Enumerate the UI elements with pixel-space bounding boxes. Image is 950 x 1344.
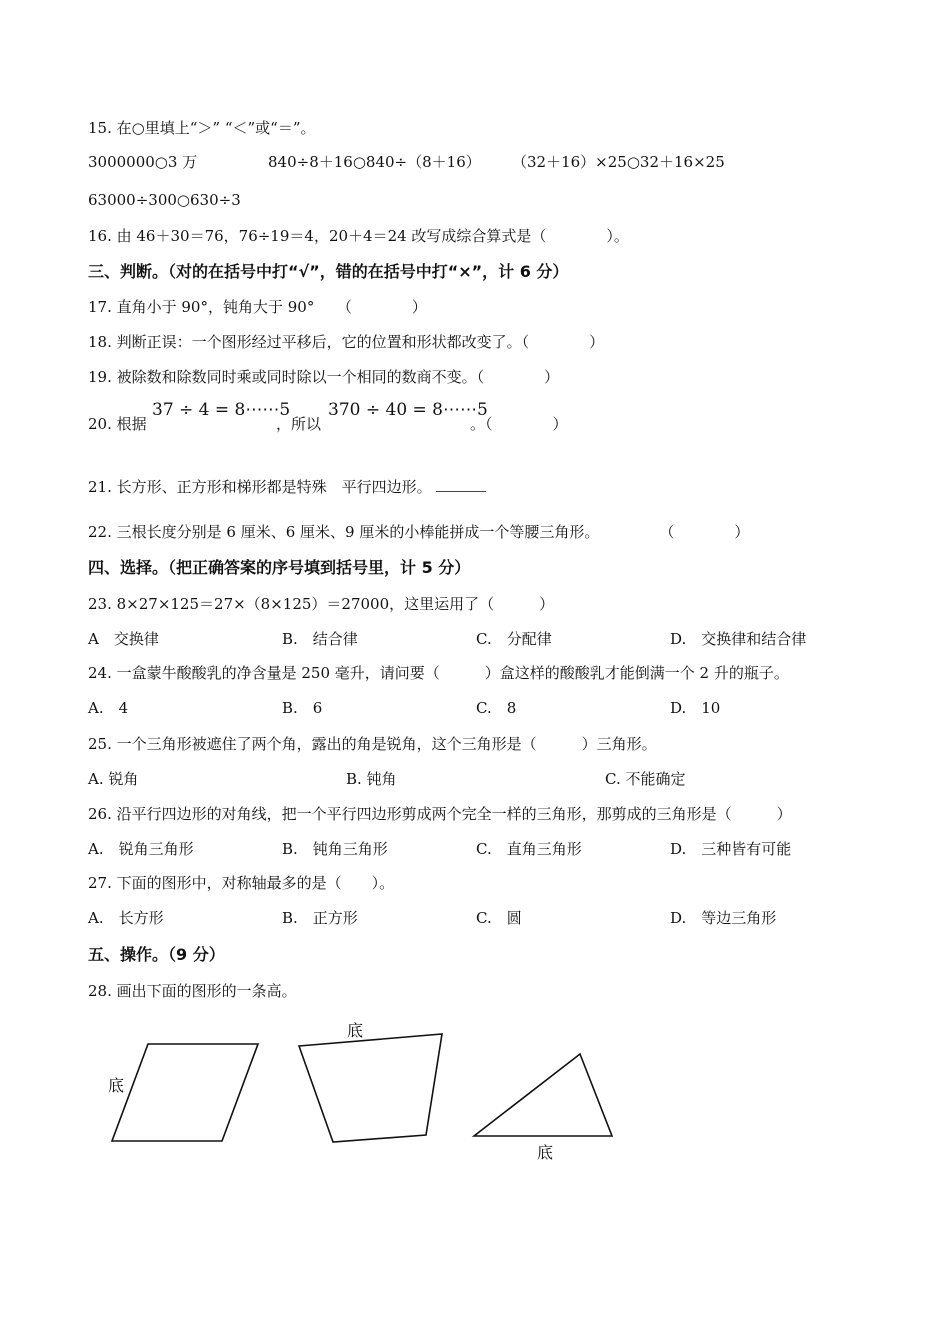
- q23-text: 23. 8×27×125＝27×（8×125）＝27000，这里运用了（ ）: [88, 595, 555, 613]
- q27-option-d: D. 等边三角形: [670, 909, 777, 927]
- q15-item-1: 3000000○3 万: [88, 153, 198, 171]
- q19-text: 19. 被除数和除数同时乘或同时除以一个相同的数商不变。（ ）: [88, 368, 560, 386]
- q23-option-c: C. 分配律: [476, 630, 552, 648]
- q15-item-3: （32＋16）×25○32＋16×25: [512, 153, 725, 171]
- q26-text: 26. 沿平行四边形的对角线，把一个平行四边形剪成两个完全一样的三角形，那剪成的三角形是（ ）: [88, 805, 792, 823]
- q20-mid: ，所以: [276, 415, 322, 433]
- q27-option-b: B. 正方形: [282, 909, 358, 927]
- q22-text: 22. 三根长度分别是 6 厘米、6 厘米、9 厘米的小棒能拼成一个等腰三角形。 （ ）: [88, 523, 750, 541]
- parallelogram-base-label: 底: [108, 1076, 125, 1095]
- quadrilateral-base-label: 底: [347, 1021, 364, 1040]
- q21-text: 21. 长方形、正方形和梯形都是特殊 平行四边形。: [88, 478, 432, 496]
- section-3-heading: 三、判断。（对的在括号中打“√”，错的在括号中打“×”，计 6 分）: [88, 262, 569, 281]
- q25-option-c: C. 不能确定: [605, 770, 686, 788]
- q26-option-c: C. 直角三角形: [476, 840, 582, 858]
- q16-text: 16. 由 46＋30＝76，76÷19＝4，20＋4＝24 改写成综合算式是（ ）。: [88, 227, 629, 245]
- q21-line: [88, 479, 486, 495]
- section-4-heading: 四、选择。（把正确答案的序号填到括号里，计 5 分）: [88, 558, 471, 577]
- q17-text: 17. 直角小于 90°，钝角大于 90° （ ）: [88, 298, 427, 316]
- q15-item-2: 840÷8＋16○840÷（8＋16）: [268, 153, 481, 171]
- q26-option-b: B. 钝角三角形: [282, 840, 388, 858]
- quadrilateral-figure: [299, 1034, 442, 1142]
- q20-expr-2: 370 ÷ 40 = 8⋯⋯5: [328, 400, 488, 420]
- q20-lead: 20. 根据: [88, 415, 147, 433]
- q25-text: 25. 一个三角形被遮住了两个角，露出的角是锐角，这个三角形是（ ）三角形。: [88, 735, 657, 753]
- q20-tail: 。（ ）: [470, 415, 568, 433]
- q24-option-b: B. 6: [282, 699, 323, 717]
- q15-text: 15. 在○里填上“＞” “＜”或“＝”。: [88, 119, 316, 137]
- q23-option-a: A 交换律: [88, 630, 159, 648]
- q24-option-a: A. 4: [88, 699, 129, 717]
- q28-text: 28. 画出下面的图形的一条高。: [88, 982, 297, 1000]
- q25-option-b: B. 钝角: [346, 770, 397, 788]
- q26-option-d: D. 三种皆有可能: [670, 840, 792, 858]
- q23-option-b: B. 结合律: [282, 630, 358, 648]
- q27-text: 27. 下面的图形中，对称轴最多的是（ ）。: [88, 874, 395, 892]
- q23-option-d: D. 交换律和结合律: [670, 630, 807, 648]
- q24-option-c: C. 8: [476, 699, 517, 717]
- q27-option-c: C. 圆: [476, 909, 522, 927]
- q15-item-4: 63000÷300○630÷3: [88, 191, 241, 209]
- q24-text: 24. 一盒蒙牛酸酸乳的净含量是 250 毫升，请问要（ ）盒这样的酸酸乳才能倒满一个 2 升的瓶子。: [88, 664, 789, 682]
- q26-option-a: A. 锐角三角形: [88, 840, 194, 858]
- q20-expr-1: 37 ÷ 4 = 8⋯⋯5: [152, 400, 291, 420]
- section-5-heading: 五、操作。（9 分）: [88, 945, 225, 964]
- q18-text: 18. 判断正误：一个图形经过平移后，它的位置和形状都改变了。（ ）: [88, 333, 605, 351]
- triangle-figure: [474, 1054, 612, 1136]
- q25-option-a: A. 锐角: [88, 770, 139, 788]
- parallelogram-figure: [112, 1044, 258, 1141]
- q24-option-d: D. 10: [670, 699, 721, 717]
- triangle-base-label: 底: [537, 1143, 554, 1162]
- q21-answer-blank[interactable]: [436, 479, 486, 492]
- q27-option-a: A. 长方形: [88, 909, 164, 927]
